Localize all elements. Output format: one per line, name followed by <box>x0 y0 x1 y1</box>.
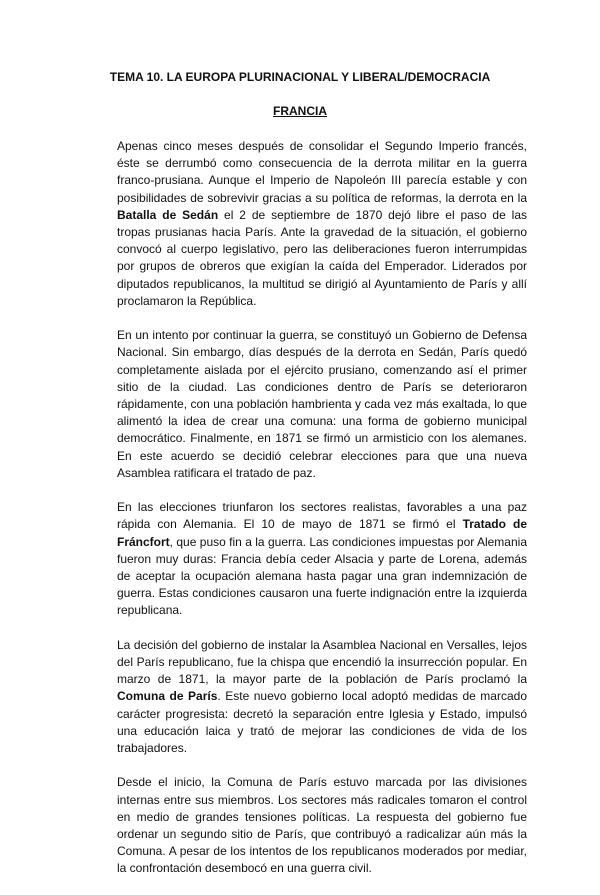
body-paragraph <box>117 774 527 877</box>
page-title: TEMA 10. LA EUROPA PLURINACIONAL Y LIBERAL/DEMOCRACIA <box>109 70 491 84</box>
text-run: En un intento por continuar la guerra, se constituyó un Gobierno de Defensa Nacional. Sin embargo, días después de la derrota en Sedán, París quedó completamente aislada por el ejército prusiano, comenzando así el primer sitio de la ciudad. Las condiciones dentro de París se deterioraron rápidamente, con una población hambrienta y cada vez más exaltada, lo que alimentó la idea de crear una comuna: una forma de gobierno municipal democrático. Finalmente, en 1871 se firmó un armisticio con los alemanes. En este acuerdo se decidió celebrar elecciones para que una nueva Asamblea ratificara el tratado de paz. <box>117 328 527 480</box>
text-run: Desde el inicio, la Comuna de París estuvo marcada por las divisiones internas entre sus miembros. Los sectores más radicales tomaron el control en medio de grandes tensiones políticas. La respuesta del gobierno fue ordenar un segundo sitio de París, que contribuyó a radicalizar aún más la Comuna. A pesar de los intentos de los republicanos moderados por mediar, la confrontación desembocó en una guerra civil. <box>117 775 527 876</box>
document-body <box>117 138 527 895</box>
body-paragraph <box>117 138 527 310</box>
section-heading-text: FRANCIA <box>273 104 327 118</box>
text-run: , que puso fin a la guerra. Las condiciones impuestas por Alemania fueron muy duras: Francia debía ceder Alsacia y parte de Lorena, además de aceptar la ocupación alemana hasta pagar una gran indemnización de guerra. Estas condiciones causaron una fuerte indignación entre la izquierda republicana. <box>117 534 527 618</box>
bold-term: Tratado de Fráncfort <box>117 517 528 549</box>
text-run: En las elecciones triunfaron los sectores realistas, favorables a una paz rápida con Alemania. El 10 de mayo de 1871 se firmó el <box>117 500 527 532</box>
text-run: La decisión del gobierno de instalar la Asamblea Nacional en Versalles, lejos del París republicano, fue la chispa que encendió la insurrección popular. En marzo de 1871, la mayor parte de la población de París proclamó la <box>117 637 527 687</box>
section-heading <box>0 104 600 118</box>
bold-term: Batalla de Sedán <box>117 207 219 222</box>
body-paragraph <box>117 637 527 757</box>
body-paragraph <box>117 327 527 482</box>
bold-term: Comuna de París <box>117 689 218 704</box>
text-run: Apenas cinco meses después de consolidar el Segundo Imperio francés, éste se derrumbó como consecuencia de la derrota militar en la guerra franco-prusiana. Aunque el Imperio de Napoleón III parecía estable y con posibilidades de sobrevivir gracias a su política de reformas, la derrota en la <box>117 139 527 205</box>
body-paragraph <box>117 499 527 619</box>
text-run: el 2 de septiembre de 1870 dejó libre el paso de las tropas prusianas hacia París. Ante la gravedad de la situación, el gobierno convocó al cuerpo legislativo, pero las deliberaciones fueron interrumpidas por grupos de obreros que exigían la caída del Emperador. Liderados por diputados republicanos, la multitud se dirigió al Ayuntamiento de París y allí proclamaron la República. <box>117 207 527 308</box>
text-run: . Este nuevo gobierno local adoptó medidas de marcado carácter progresista: decretó la separación entre Iglesia y Estado, impulsó una educación laica y trató de mejorar las condiciones de vida de los trabajadores. <box>117 689 527 756</box>
